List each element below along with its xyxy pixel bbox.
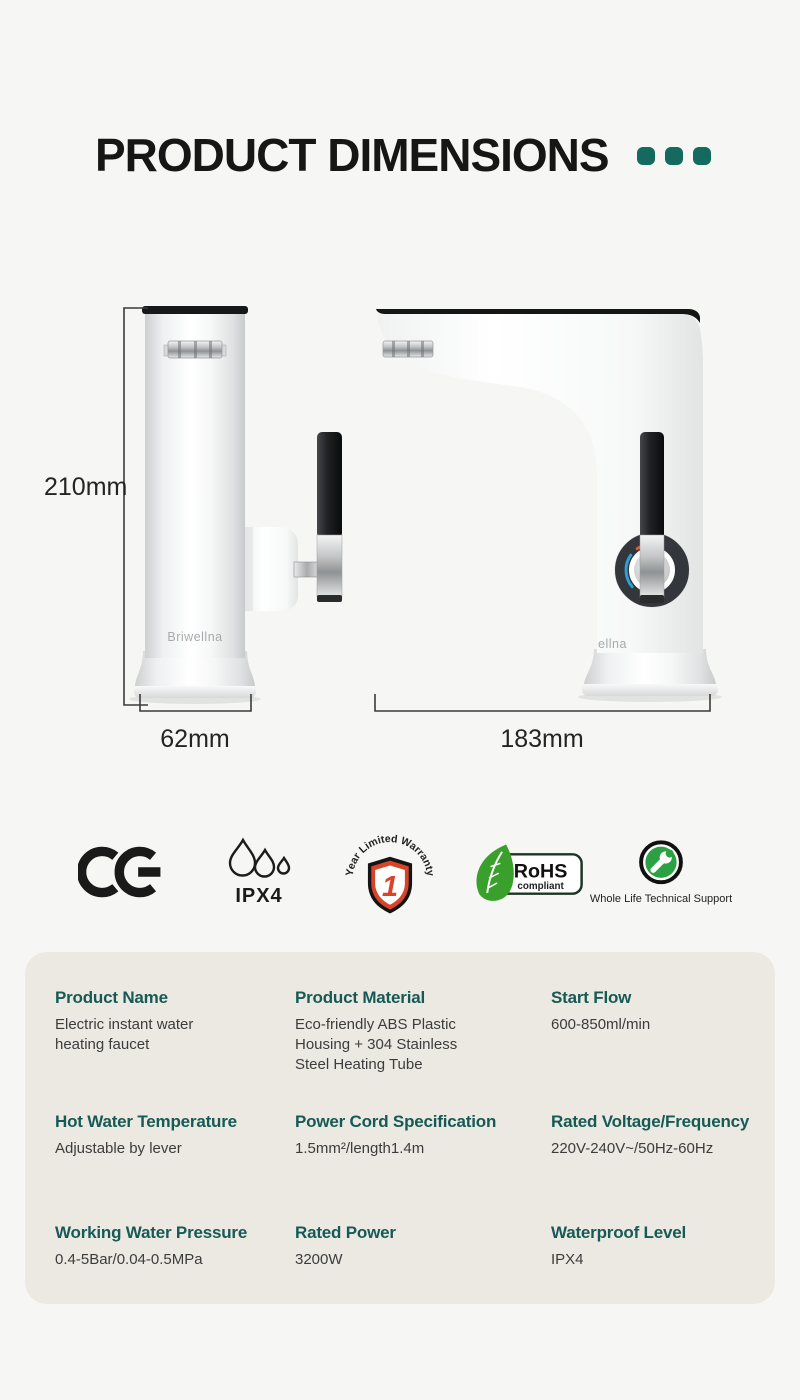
accent-dot <box>637 147 655 165</box>
accent-dot <box>665 147 683 165</box>
depth-dimension-label: 183mm <box>500 725 584 753</box>
spec-power-cord <box>295 1112 551 1223</box>
spec-working-pressure <box>55 1223 295 1304</box>
brand-logo-partial: ellna <box>598 637 627 651</box>
specifications-card <box>25 952 775 1304</box>
spec-waterproof-level <box>551 1223 775 1304</box>
spec-start-flow <box>551 988 775 1112</box>
spec-value: IPX4 <box>551 1251 584 1268</box>
wrench-circle-icon <box>635 838 687 890</box>
leaf-icon <box>476 844 513 900</box>
spec-value: Eco-friendly ABS Plastic Housing + 304 Stainless Steel Heating Tube <box>295 1016 458 1073</box>
spec-label: Start Flow <box>551 988 632 1007</box>
spec-label: Waterproof Level <box>551 1223 687 1242</box>
spec-rated-power <box>295 1223 551 1304</box>
warranty-arc-text: Year Limited Warranty <box>343 832 437 877</box>
faucet-front-view <box>129 306 342 704</box>
spec-value: 3200W <box>295 1251 343 1268</box>
ce-badge <box>78 842 164 902</box>
faucet-handle-side <box>640 432 664 603</box>
ipx4-badge <box>213 836 305 908</box>
faucet-spout-front <box>164 341 226 358</box>
spec-rated-voltage <box>551 1112 775 1223</box>
title-accent-dots <box>637 147 711 165</box>
faucet-top-cap <box>142 306 248 314</box>
spec-value: 220V-240V~/50Hz-60Hz <box>551 1140 714 1157</box>
handle-connector-rod <box>294 562 320 577</box>
warranty-shield-icon <box>342 828 438 924</box>
faucet-dimension-diagram <box>0 295 800 765</box>
spec-value: Electric instant water heating faucet <box>55 1016 194 1053</box>
spec-value: Adjustable by lever <box>55 1140 182 1157</box>
warranty-number: 1 <box>381 871 399 904</box>
faucet-side-view <box>376 309 722 702</box>
ce-mark-icon <box>78 842 164 902</box>
spec-hot-water-temperature <box>55 1112 295 1223</box>
accent-dot <box>693 147 711 165</box>
spec-label: Power Cord Specification <box>295 1112 497 1131</box>
ipx4-label: IPX4 <box>235 885 283 907</box>
spec-label: Rated Power <box>295 1223 396 1242</box>
certifications-row <box>0 826 800 926</box>
page-title: PRODUCT DIMENSIONS <box>95 129 609 181</box>
spec-value: 600-850ml/min <box>551 1016 651 1033</box>
rohs-compliant-icon <box>462 842 588 906</box>
water-drops-icon <box>222 836 296 884</box>
faucet-handle-front <box>317 432 342 602</box>
support-caption: Whole Life Technical Support <box>589 893 733 905</box>
spec-label: Product Material <box>295 988 425 1007</box>
rohs-badge <box>462 842 588 906</box>
spec-label: Product Name <box>55 988 168 1007</box>
support-badge <box>591 838 731 905</box>
width-dimension-label: 62mm <box>160 725 230 753</box>
spec-product-material <box>295 988 551 1112</box>
spec-label: Working Water Pressure <box>55 1223 248 1242</box>
spec-value: 0.4-5Bar/0.04-0.5MPa <box>55 1251 203 1268</box>
warranty-badge <box>342 828 438 924</box>
spec-value: 1.5mm²/length1.4m <box>295 1140 425 1157</box>
height-dimension-label: 210mm <box>44 473 128 501</box>
spec-product-name <box>55 988 295 1112</box>
rohs-subtitle: compliant <box>517 880 564 892</box>
faucet-spout-tip <box>383 341 433 357</box>
brand-logo: Briwellna <box>167 630 223 644</box>
rohs-title: RoHS <box>513 860 568 883</box>
spec-label: Rated Voltage/Frequency <box>551 1112 750 1131</box>
height-bracket <box>124 308 148 705</box>
spec-label: Hot Water Temperature <box>55 1112 237 1131</box>
